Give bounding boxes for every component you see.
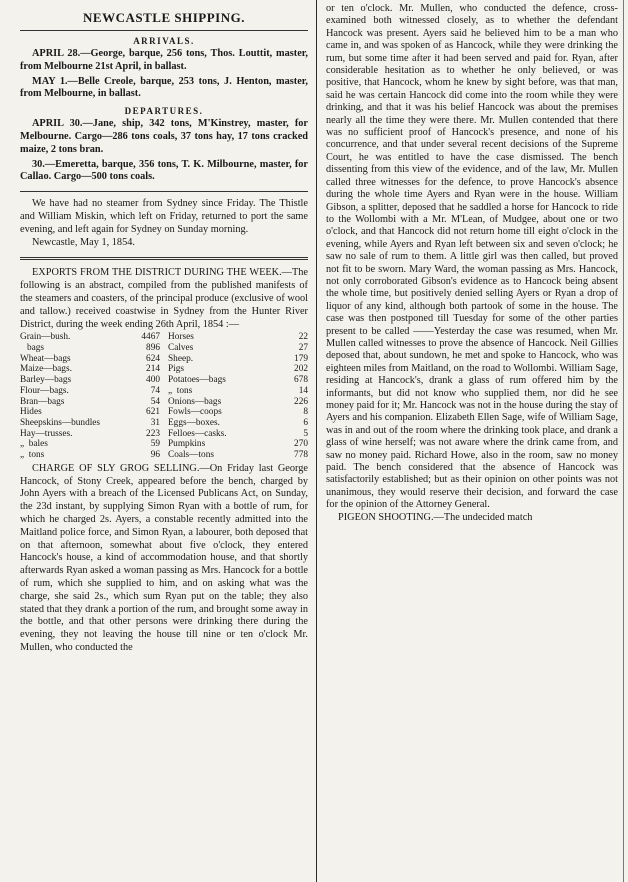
produce-label: Hides — [20, 407, 42, 418]
produce-label: Calves — [168, 343, 194, 354]
departure-entry: APRIL 30.—Jane, ship, 342 tons, M'Kinstrey, master, for Melbourne. Cargo—286 tons coals, 37 tons hay, 17 tons cracked maize, 2 tons bran. — [20, 118, 308, 155]
produce-label: Felloes—casks. — [168, 428, 227, 439]
produce-value: 14 — [298, 385, 308, 396]
produce-row — [20, 364, 160, 375]
produce-value: 778 — [294, 450, 308, 461]
produce-value: 6 — [303, 417, 308, 428]
produce-row — [20, 397, 160, 408]
produce-row — [168, 343, 308, 354]
arrival-entry: APRIL 28.—George, barque, 256 tons, Thos. Louttit, master, from Melbourne 21st April, in ballast. — [20, 48, 308, 72]
produce-label: Fowls—coops — [168, 407, 222, 418]
produce-row — [168, 354, 308, 365]
produce-value: 214 — [146, 364, 160, 375]
produce-label: Flour—bags. — [20, 385, 69, 396]
produce-label: Pumpkins — [168, 439, 206, 450]
produce-value: 5 — [303, 428, 308, 439]
produce-table — [20, 332, 308, 460]
divider — [20, 191, 308, 192]
produce-label: Bran—bags — [20, 396, 65, 407]
produce-row — [20, 439, 160, 450]
produce-row — [20, 429, 160, 440]
produce-row — [20, 450, 160, 461]
produce-row — [20, 418, 160, 429]
produce-label: Sheepskins—bundles — [20, 417, 101, 428]
right-column — [326, 0, 618, 882]
produce-row — [168, 375, 308, 386]
produce-row — [20, 332, 160, 343]
produce-value: 678 — [294, 375, 308, 386]
produce-value: 179 — [294, 353, 308, 364]
produce-value: 8 — [303, 407, 308, 418]
produce-label: Eggs—boxes. — [168, 417, 220, 428]
produce-row — [168, 429, 308, 440]
produce-label: Pigs — [168, 364, 185, 375]
page-edge — [623, 0, 624, 882]
produce-label: Hay—trusses. — [20, 428, 73, 439]
produce-value: 621 — [146, 407, 160, 418]
produce-label: Potatoes—bags — [168, 375, 226, 386]
produce-label: „ tons — [168, 385, 193, 396]
produce-row — [168, 386, 308, 397]
produce-label: Horses — [168, 332, 194, 343]
produce-value: 624 — [146, 353, 160, 364]
produce-label: „ bales — [20, 439, 48, 450]
exports-intro: EXPORTS FROM THE DISTRICT DURING THE WEEK.—The following is an abstract, compiled from the published manifests of the steamers and coasters, of the principal produce (exclusive of wool and tallow.) received coastwise in Sydney from the Hunter River District, during the week ending 26th April, 1854 :— — [20, 267, 308, 330]
produce-row — [168, 439, 308, 450]
produce-column-left — [20, 332, 160, 460]
produce-value: 74 — [150, 385, 160, 396]
produce-value: 896 — [146, 343, 160, 354]
produce-value: 226 — [294, 396, 308, 407]
produce-label: Grain—bush. — [20, 332, 71, 343]
produce-value: 202 — [294, 364, 308, 375]
produce-value: 31 — [150, 417, 160, 428]
sly-grog-article: CHARGE OF SLY GROG SELLING.—On Friday last George Hancock, of Stony Creek, appeared before the bench, charged by John Ayers with a breach of the Licensed Publicans Act, on Sunday, the 23d instant, by supplying Simon Ryan with a bottle of rum, for which he charged 2s. Ayers, a constable recently admitted into the Maitland police force, and Simon Ryan, a labourer, both deposed that on that afternoon, somewhat about five o'clock, they entered Hancock's house, a kind of accommodation house, and that shortly afterwards Ryan asked a woman passing as Mrs. Hancock for a bottle of rum, which she supplied to him, and on asking what was the charge, she said 2s., which sum Ryan put on the table; they also stated that they drank a portion of the rum, and brought some away in the bottle, and that other persons were drinking there during the evening, they not leaving the house till nine or ten o'clock Mr. Mullen, who conducted the — [20, 462, 308, 653]
produce-value: 270 — [294, 439, 308, 450]
produce-value: 96 — [150, 450, 160, 461]
divider-double — [20, 257, 308, 260]
dateline: Newcastle, May 1, 1854. — [32, 236, 135, 248]
masthead: NEWCASTLE SHIPPING. — [20, 10, 308, 31]
produce-value: 223 — [146, 428, 160, 439]
produce-label: Wheat—bags — [20, 353, 71, 364]
departures-heading: DEPARTURES. — [124, 106, 204, 117]
produce-column-right — [168, 332, 308, 460]
produce-row — [20, 343, 160, 354]
produce-value: 54 — [150, 396, 160, 407]
produce-label: Barley—bags — [20, 375, 72, 386]
column-rule — [316, 0, 317, 882]
produce-row — [168, 407, 308, 418]
produce-row — [168, 332, 308, 343]
produce-label: bags — [20, 343, 45, 354]
produce-label: Coals—tons — [168, 450, 214, 461]
produce-row — [20, 354, 160, 365]
produce-row — [20, 375, 160, 386]
departures-list — [20, 118, 308, 184]
sly-grog-article-continued: or ten o'clock. Mr. Mullen, who conducted the defence, cross-examined both witnessed closely, as to whether the defendant Hancock was present. Ayers said he believed him to be a man who came in, and was spoken of as Hancock, while they were drinking the rum, but some time after it had been served and paid for. Ryan, after considerable hesitation as to whether he only believed, or was positive, that Hancock, whom he knew by sight before, was that man, said he was certain Hancock did come into the room while they were drinking, and that it was his belief Hancock was about the premises nearly all the time they were there. Mr. Mullen contended that there was no sufficient proof of Hancock's presence, and none of his concurrence, and that under several recent decisions of the Supreme Court, he was entitled to have the case dismissed. The bench dissenting from this view of the evidence, and of the law, Mr. Mullen called three witnesses for the defence, to prove Hancock's absence during the whole time Ayers and Ryan were in the house. William Gibson, a splitter, deposed that he saddled a horse for Hancock to ride to the Wollombi with a Mr. M'Lean, of Mudgee, about one or two o'clock, and that Hancock did not return home till eight o'clock in the evening, while Ayers and Ryan left between six and seven o'clock; he saw no sale of rum to them. A little girl was then called, but proved not fit to be sworn. Mary Ward, the woman passing as Mrs. Hancock, not only corroborated Gibson's evidence as to Hancock being absent the whole time, but positively denied selling Ayers or Ryan a drop of liquor of any kind, although both partook of some in the house. The case was then postponed till Tuesday for some of the other parties present to be called ——Yesterday the case was resumed, when Mr. Mullen called witnesses to prove the absence of Hancock. Neil Gillies deposed that, about sundown, he met and spoke to Hancock, who was eighteen miles from Maitland, on the road to Wollombi. William Sage, residing at Hancock's, drank a glass of rum offered him by the informants, but did not know who supplied them, nor did he see money paid for it; Mr. Hancock was not in the house during the stay of Ayers and his companion. Elizabeth Ellen Sage, wife of William Sage, was in and out of the room where the drinking took place, and drank a glass of wine herself; was not aware where the drink came from, and saw no money paid. Richard Howe, also in the room, saw no money paid. The bench considered that the absence of Hancock was satisfactorily established; but as their opinion on other points was not unanimous, they would reserve their decision, and forward the case for the opinion of the Attorney General. — [326, 3, 618, 511]
produce-row — [168, 397, 308, 408]
steamer-notice: We have had no steamer from Sydney since Friday. The Thistle and William Miskin, which left on Friday, returned to port the same evening, and left again for Sydney on Sunday morning. — [20, 198, 308, 235]
produce-row — [20, 407, 160, 418]
produce-value: 22 — [298, 332, 308, 343]
departure-entry: 30.—Emeretta, barque, 356 tons, T. K. Milbourne, master, for Callao. Cargo—500 tons coals. — [20, 158, 308, 183]
produce-row — [168, 450, 308, 461]
left-column — [20, 0, 308, 882]
produce-row — [168, 418, 308, 429]
arrivals-list — [20, 48, 308, 101]
produce-row — [168, 364, 308, 375]
produce-value: 4467 — [141, 332, 160, 343]
produce-label: Maize—bags. — [20, 364, 72, 375]
produce-value: 27 — [298, 343, 308, 354]
produce-label: Sheep. — [168, 353, 194, 364]
produce-label: „ tons — [20, 450, 45, 461]
produce-value: 400 — [146, 375, 160, 386]
arrival-entry: MAY 1.—Belle Creole, barque, 253 tons, J. Henton, master, from Melbourne, in ballast. — [20, 75, 308, 100]
produce-value: 59 — [150, 439, 160, 450]
produce-label: Onions—bags — [168, 396, 222, 407]
produce-row — [20, 386, 160, 397]
pigeon-shooting-article: PIGEON SHOOTING.—The undecided match — [338, 511, 533, 523]
arrivals-heading: ARRIVALS. — [133, 36, 195, 46]
